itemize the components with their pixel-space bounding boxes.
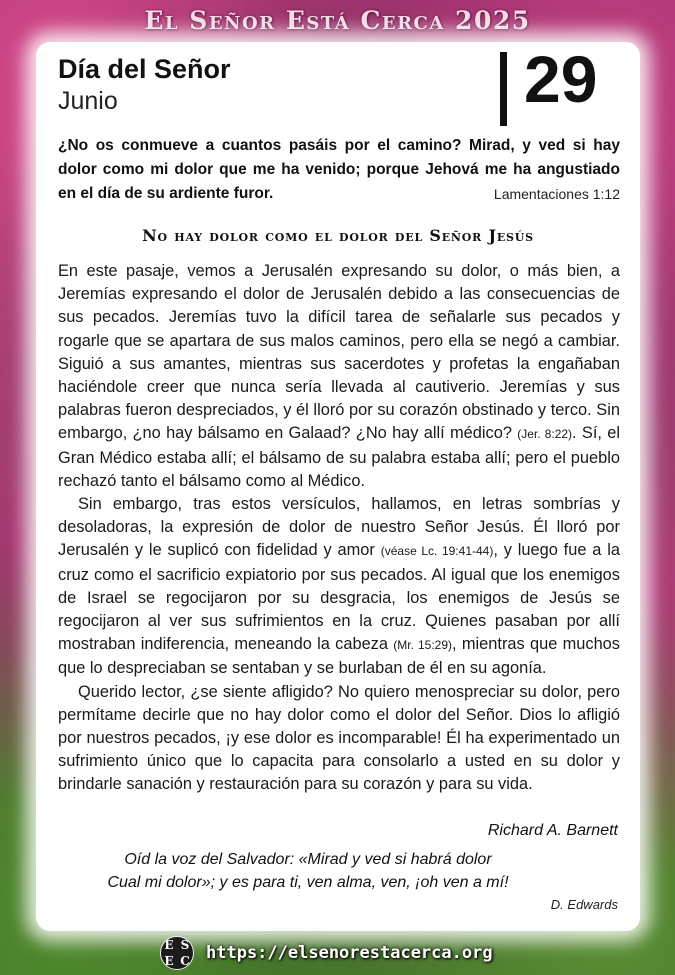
poem: [36, 848, 580, 894]
logo-icon: [160, 936, 194, 970]
paragraph-text: , mientras que muchos que lo despreciaban se sentaban y se burlaban de él en su agonía.: [58, 635, 620, 678]
scripture-reference: (Mr. 15:29): [393, 638, 453, 653]
publication-title: El Señor Está Cerca 2025: [144, 6, 531, 35]
logo-letter: S: [180, 938, 190, 952]
poem-line: Oíd la voz del Salvador: «Mirad y ved si habrá dolor: [124, 851, 492, 868]
poem-author: D. Edwards: [550, 897, 618, 912]
verse-text: ¿No os conmueve a cuantos pasáis por el camino? Mirad, y ved si hay dolor como mi dolor que me ha venido; porque Jehová me ha angustiado en el día de su ardiente furor.: [58, 137, 620, 202]
verse-block: [58, 134, 620, 206]
paragraph-2: [58, 493, 620, 681]
website-link[interactable]: https://elsenorestacerca.org: [206, 943, 493, 963]
month: Junio: [58, 87, 118, 115]
paragraph-text: En este pasaje, vemos a Jerusalén expresando su dolor, o más bien, a Jeremías expresando el dolor de Jerusalén debido a las consecuencias de sus pecados. Jeremías tuvo la difícil tarea de señalarle sus pecados y rogarle que se apartara de sus malos caminos, pero ella se negó a cambiar. Siguió a sus amantes, mientras sus sacerdotes y profetas la engañaban haciéndole creer que nunca sería llevada al cautiverio. Jeremías y sus palabras fueron despreciados, y él lloró por su corazón obstinado y terco. Sin embargo, ¿no hay bálsamo en Galaad? ¿No hay allí médico?: [58, 262, 620, 443]
scripture-reference: (Jer. 8:22): [517, 427, 573, 442]
footer: [160, 936, 493, 970]
paragraph-text: . Sí, el Gran Médico estaba allí; el bálsamo de su palabra estaba allí; pero el pueblo rechazó tanto el bálsamo como al Médico.: [58, 424, 620, 490]
devotional-panel: [36, 42, 640, 931]
verse-reference: Lamentaciones 1:12: [493, 186, 620, 202]
author-signature: Richard A. Barnett: [487, 822, 618, 839]
date-divider: [500, 52, 507, 126]
day-name: Día del Señor: [58, 54, 231, 84]
paragraph-text: Sin embargo, tras estos versículos, hallamos, en letras sombrías y desoladoras, la expresión de dolor de nuestro Señor Jesús. Él lloró por Jerusalén y le suplicó con fidelidad y amor: [58, 495, 620, 560]
paragraph-text: , y luego fue a la cruz como el sacrificio expiatorio por sus pecados. Al igual que los enemigos de Israel se regocijaron por su desgracia, los enemigos de Jesús se regocijaron al ver sus sufrimientos en la cruz. Quienes pasaban por allí mostraban indiferencia, meneando la cabeza: [58, 541, 621, 654]
paragraph-3: Querido lector, ¿se siente afligido? No quiero menospreciar su dolor, pero permítame decirle que no hay dolor como el dolor del Señor. Dios lo afligió por nuestros pecados, ¡y ese dolor es incomparable! Él ha experimentado un sufrimiento único que lo capacita para consolarlo a usted en su dolor y brindarle sanación y restauración para su corazón y para su vida.: [58, 682, 620, 794]
poem-line: Cual mi dolor»; y es para ti, ven alma, ven, ¡oh ven a mí!: [107, 874, 509, 891]
day-number: 29: [524, 42, 598, 116]
paragraph-1: [58, 260, 620, 493]
logo-letter: E: [164, 954, 174, 968]
section-title: No hay dolor como el dolor del Señor Jesús: [142, 226, 534, 245]
scripture-reference: (véase Lc. 19:41-44): [380, 544, 494, 559]
logo-letter: E: [164, 938, 174, 952]
logo-letter: C: [180, 954, 190, 968]
body-text: [58, 260, 620, 797]
